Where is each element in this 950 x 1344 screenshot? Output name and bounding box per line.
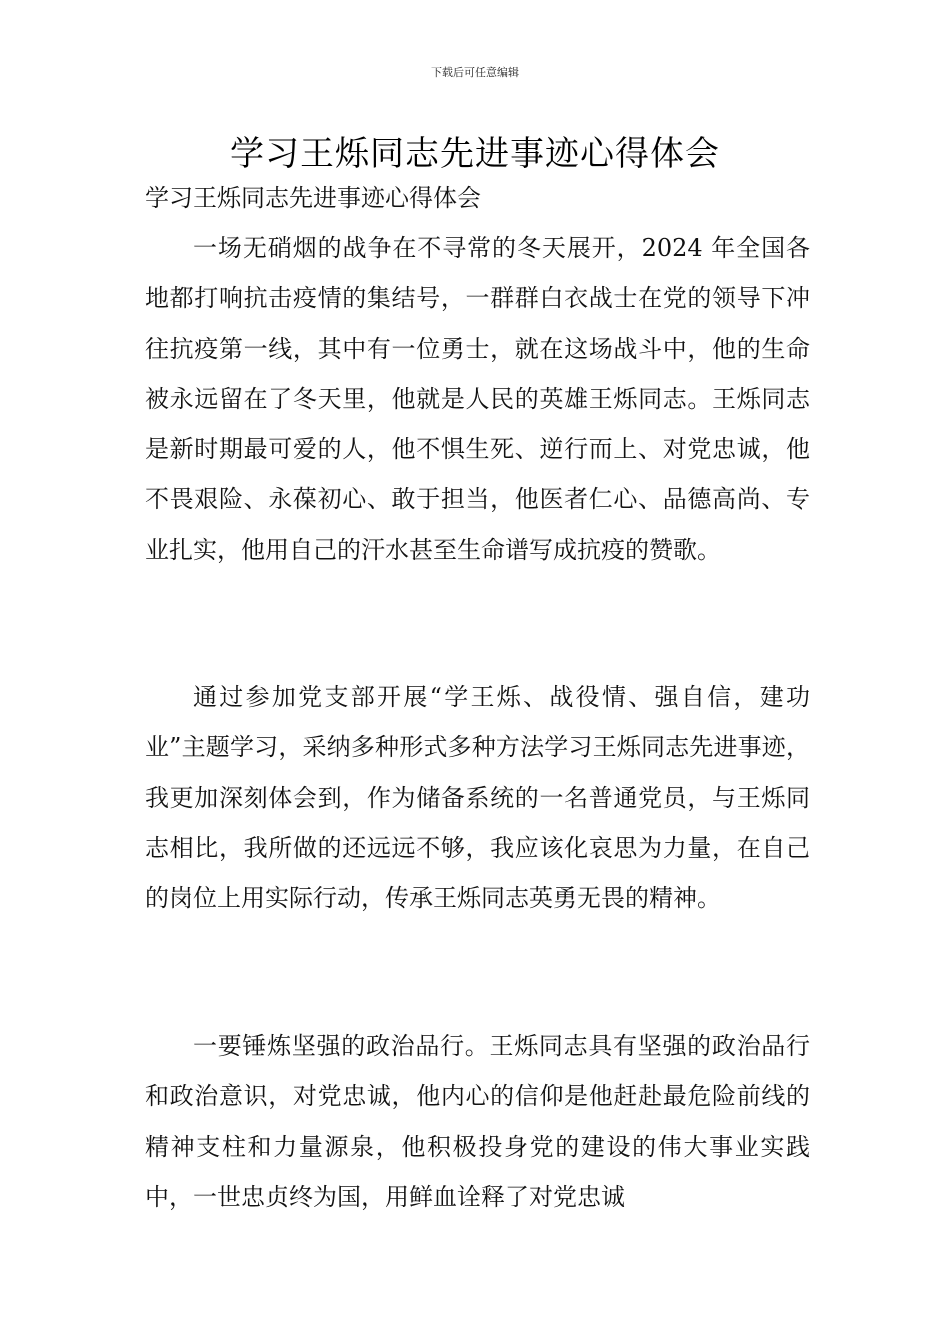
header-note: 下载后可任意编辑 — [431, 66, 519, 79]
document-title: 学习王烁同志先进事迹心得体会 — [230, 134, 720, 174]
paragraph-1: 一场无硝烟的战争在不寻常的冬天展开，2024 年全国各地都打响抗击疫情的集结号，一群群白衣战士在党的领导下冲往抗疫第一线，其中有一位勇士，就在这场战斗中，他的生命被永远留在了冬天里，他就是人民的英雄王烁同志。王烁同志是新时期最可爱的人，他不惧生死、逆行而上、对党忠诚，他不畏艰险、永葆初心、敢于担当，他医者仁心、品德高尚、专业扎实，他用自己的汗水甚至生命谱写成抗疫的赞歌。 — [145, 234, 810, 564]
paragraph-3: 一要锤炼坚强的政治品行。王烁同志具有坚强的政治品行和政治意识，对党忠诚，他内心的信仰是他赶赴最危险前线的精神支柱和力量源泉，他积极投身党的建设的伟大事业实践中，一世忠贞终为国，用鲜血诠释了对党忠诚 — [145, 1032, 810, 1211]
document-subtitle: 学习王烁同志先进事迹心得体会 — [145, 184, 481, 212]
paragraph-2: 通过参加党支部开展“学王烁、战役情、强自信，建功业”主题学习，采纳多种形式多种方法学习王烁同志先进事迹，我更加深刻体会到，作为储备系统的一名普通党员，与王烁同志相比，我所做的还远远不够，我应该化哀思为力量，在自己的岗位上用实际行动，传承王烁同志英勇无畏的精神。 — [145, 683, 810, 913]
